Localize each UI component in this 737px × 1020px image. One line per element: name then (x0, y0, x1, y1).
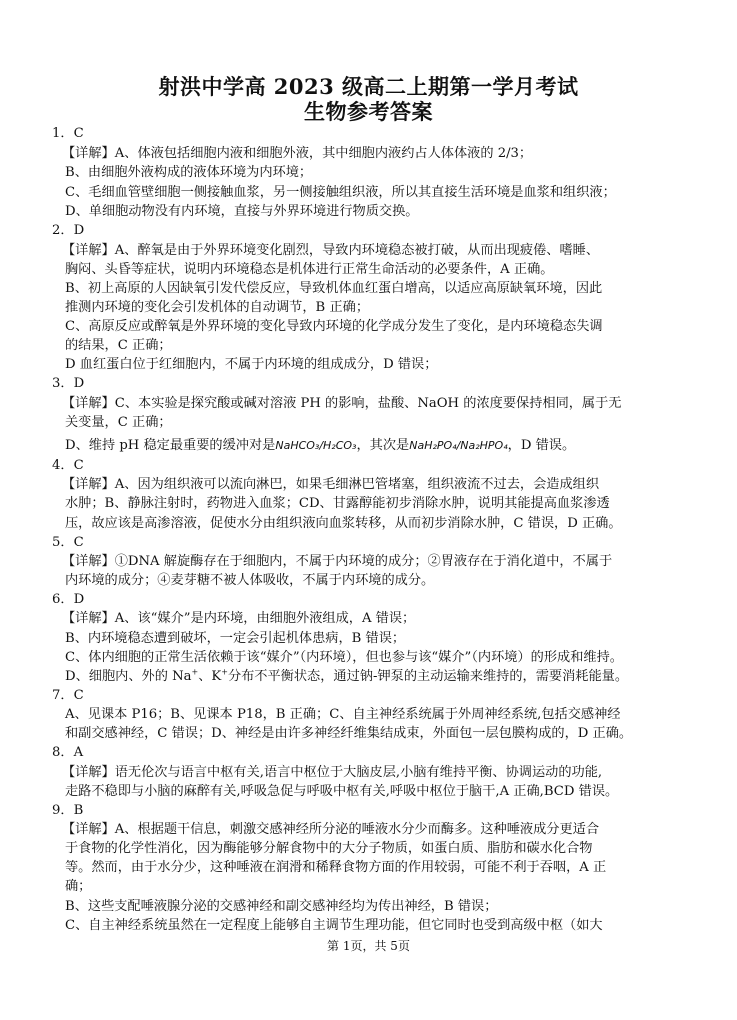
explanation-line: 【详解】①DNA 解旋酶存在于细胞内，不属于内环境的成分；②胃液存在于消化道中，不属于 (62, 554, 613, 569)
question-number: 7．C (52, 688, 84, 703)
explanation-line: C、高原反应或醉氧是外界环境的变化导致内环境的化学成分发生了变化，是内环境稳态失调 (65, 319, 603, 334)
explanation-line: B、由细胞外液构成的液体环境为内环境； (65, 165, 313, 180)
explanation-line: 和副交感神经，C 错误；D、神经是由许多神经纤维集结成束，外面包一层包膜构成的，D 正确。 (65, 726, 633, 741)
ion-charge: + (221, 667, 228, 677)
explanation-line: 【详解】A、体液包括细胞内液和细胞外液，其中细胞内液约占人体体液的 2/3； (62, 146, 533, 161)
question-number: 4．C (52, 458, 84, 473)
explanation-line: A、见课本 P16；B、见课本 P18，B 正确；C、自主神经系统属于外周神经系统,包括交感神经 (65, 707, 621, 722)
buffer-pair-primary: NaHCO₃/H₂CO₃ (275, 439, 357, 452)
ion-charge: + (191, 667, 199, 677)
explanation-line: 【详解】语无伦次与语言中枢有关,语言中枢位于大脑皮层,小脑有维持平衡、协调运动的功能, (62, 765, 603, 780)
ion-text: 分布不平衡状态，通过钠-钾泵的主动运输来维持的，需要消耗能量。 (227, 669, 629, 684)
explanation-line: D 血红蛋白位于红细胞内，不属于内环境的组成成分，D 错误； (65, 357, 438, 372)
explanation-line: 于食物的化学性消化，因为酶能够分解食物中的大分子物质，如蛋白质、脂肪和碳水化合物 (65, 841, 593, 856)
explanation-line: 【详解】A、醉氧是由于外界环境变化剧烈，导致内环境稳态被打破，从而出现疲倦、嗜睡、 (62, 243, 600, 258)
explanation-line: 的结果，C 正确； (65, 338, 172, 353)
explanation-line: B、内环境稳态遭到破坏，一定会引起机体患病，B 错误； (65, 631, 406, 646)
question-number: 2．D (52, 223, 85, 238)
explanation-line: C、自主神经系统虽然在一定程度上能够自主调节生理功能，但它同时也受到高级中枢（如大 (65, 918, 603, 933)
question-number: 3．D (52, 376, 85, 391)
answer-key-title: 生物参考答案 (304, 99, 433, 124)
question-number: 6．D (52, 592, 85, 607)
explanation-line: 确； (65, 879, 92, 894)
buffer-line-prefix: D、维持 pH 稳定最重要的缓冲对是 (65, 438, 276, 453)
question-number: 1．C (52, 126, 84, 141)
explanation-line: 推测内环境的变化会引发机体的自动调节，B 正确； (65, 300, 370, 315)
question-number: 5．C (52, 535, 84, 550)
explanation-line: B、初上高原的人因缺氧引发代偿反应，导致机体血红蛋白增高，以适应高原缺氧环境，因此 (65, 281, 603, 296)
explanation-line: 【详解】A、该“媒介”是内环境，由细胞外液组成，A 错误； (62, 611, 416, 626)
ion-text: D、细胞内、外的 Na (65, 669, 192, 684)
explanation-line: 走路不稳即与小脑的麻醉有关,呼吸急促与呼吸中枢有关,呼吸中枢位于脑干,A 正确,BCD 错误。 (65, 784, 619, 799)
explanation-line: 胸闷、头昏等症状，说明内环境稳态是机体进行正常生命活动的必要条件，A 正确。 (65, 262, 554, 277)
buffer-line-suffix: ，D 错误。 (507, 438, 576, 453)
buffer-line-middle: ，其次是 (356, 438, 410, 453)
explanation-line: B、这些支配唾液腺分泌的交感神经和副交感神经均为传出神经，B 错误； (65, 899, 498, 914)
explanation-line: 关变量，C 正确； (65, 415, 172, 430)
exam-title: 射洪中学高 2023 级高二上期第一学月考试 (158, 74, 579, 99)
explanation-line: 【详解】C、本实验是探究酸或碱对溶液 PH 的影响，盐酸、NaOH 的浓度要保持相同，属于无 (62, 396, 622, 411)
buffer-pair-secondary: NaH₂PO₄/Na₂HPO₄ (409, 439, 508, 452)
explanation-line: 【详解】A、因为组织液可以流向淋巴，如果毛细淋巴管堵塞，组织液流不过去，会造成组织 (62, 477, 600, 492)
explanation-line: C、体内细胞的正常生活依赖于该“媒介”（内环境），但也参与该“媒介”（内环境）的形成和维持。 (65, 650, 623, 665)
question-number: 9．B (52, 803, 84, 818)
explanation-line: D、单细胞动物没有内环境，直接与外界环境进行物质交换。 (65, 204, 419, 219)
buffer-pair-line (65, 437, 575, 455)
ion-gradient-line (65, 668, 628, 686)
explanation-line: 【详解】A、根据题干信息，刺激交感神经所分泌的唾液水分少而酶多。这种唾液成分更适合 (62, 822, 600, 837)
explanation-line: 压，故应该是高渗溶液，促使水分由组织液向血浆转移，从而初步消除水肿，C 错误，D 正确。 (65, 516, 622, 531)
explanation-line: C、毛细血管壁细胞一侧接触血浆，另一侧接触组织液，所以其直接生活环境是血浆和组织液； (65, 185, 616, 200)
explanation-line: 等。然而，由于水分少，这种唾液在润滑和稀释食物方面的作用较弱，可能不利于吞咽，A 正 (65, 860, 607, 875)
question-number: 8．A (52, 745, 84, 760)
page-footer: 第 1页，共 5页 (327, 939, 410, 953)
explanation-line: 水肿；B、静脉注射时，药物进入血浆；CD、甘露醇能初步消除水肿，说明其能提高血浆渗透 (65, 496, 610, 511)
explanation-line: 内环境的成分；④麦芽糖不被人体吸收，不属于内环境的成分。 (65, 573, 435, 588)
ion-text: 、K (198, 669, 222, 684)
